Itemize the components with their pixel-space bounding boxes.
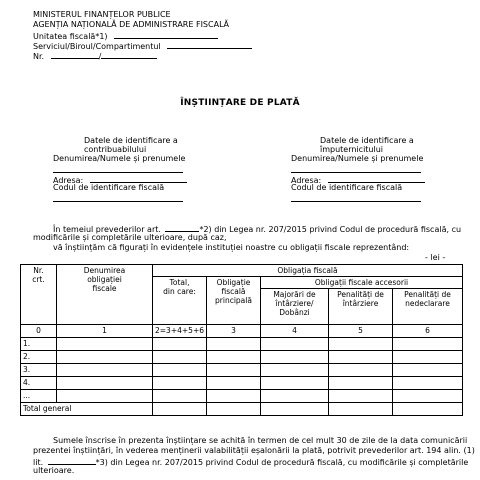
table-cell[interactable] bbox=[261, 403, 329, 416]
number-field[interactable] bbox=[51, 50, 99, 59]
row-number: ... bbox=[21, 390, 57, 403]
table-cell[interactable] bbox=[207, 390, 261, 403]
table-cell[interactable] bbox=[393, 403, 463, 416]
table-cell[interactable] bbox=[153, 364, 207, 377]
total-label: Total general bbox=[21, 403, 153, 416]
document-title: ÎNȘTIINȚARE DE PLATĂ bbox=[180, 98, 300, 108]
table-cell[interactable] bbox=[207, 351, 261, 364]
currency-note: - lei - bbox=[425, 253, 446, 262]
total-row bbox=[21, 403, 463, 416]
agency-name: AGENȚIA NAȚIONALĂ DE ADMINISTRARE FISCALĂ bbox=[33, 20, 229, 29]
table-cell[interactable] bbox=[207, 377, 261, 390]
proxy-name-field[interactable] bbox=[291, 164, 421, 173]
table-cell[interactable] bbox=[329, 403, 393, 416]
table-cell[interactable] bbox=[393, 364, 463, 377]
table-cell[interactable] bbox=[261, 390, 329, 403]
table-cell[interactable] bbox=[57, 351, 153, 364]
index-row bbox=[21, 325, 463, 338]
taxpayer-heading-2: contribuabilului bbox=[84, 145, 147, 154]
footer-line-2: prezentei înștiințări, în vederea menținerii valabilității eșalonării la plată, potrivit prevederilor art. 194 alin. (1) bbox=[33, 446, 475, 455]
header-total: Total, din care: bbox=[153, 277, 207, 325]
proxy-cif-label: Codul de identificare fiscală bbox=[291, 183, 403, 192]
table-cell[interactable] bbox=[329, 351, 393, 364]
table-cell[interactable] bbox=[393, 338, 463, 351]
taxpayer-address-field[interactable] bbox=[90, 174, 187, 183]
service-label: Serviciul/Biroul/Compartimentul bbox=[33, 42, 161, 51]
taxpayer-address-label: Adresa: bbox=[53, 176, 84, 185]
table-cell[interactable] bbox=[393, 377, 463, 390]
proxy-name-label: Denumirea/Numele și prenumele bbox=[291, 154, 424, 163]
table-row bbox=[21, 377, 463, 390]
table-cell[interactable] bbox=[207, 364, 261, 377]
footer-line-1: Sumele înscrise în prezenta înștiințare se achită în termen de cel mult 30 de zile de la data comunicării bbox=[53, 436, 468, 445]
footer-line-3-end: *3) din Legea nr. 207/2015 privind Codul de procedură fiscală, cu modificările și completările bbox=[95, 458, 469, 467]
intro-line-3: vă înștiințăm că figurați în evidențele instituției noastre cu obligații fiscale reprezentând: bbox=[53, 243, 410, 252]
table-cell[interactable] bbox=[207, 338, 261, 351]
intro-line-1-end: *2) din Legea nr. 207/2015 privind Codul de procedură fiscală, cu bbox=[199, 225, 462, 234]
table-cell[interactable] bbox=[329, 377, 393, 390]
proxy-address-field[interactable] bbox=[328, 174, 425, 183]
ministry-name: MINISTERUL FINANȚELOR PUBLICE bbox=[33, 10, 171, 19]
table-cell[interactable] bbox=[57, 377, 153, 390]
index-cell: 4 bbox=[261, 325, 329, 338]
proxy-heading-2: împuternicitului bbox=[320, 145, 384, 154]
header-penalties-late: Penalități de întârziere bbox=[329, 289, 393, 325]
taxpayer-name-field[interactable] bbox=[53, 164, 183, 173]
service-field[interactable] bbox=[167, 40, 252, 49]
table-cell[interactable] bbox=[57, 364, 153, 377]
number-separator: / bbox=[98, 52, 102, 61]
number-row bbox=[33, 50, 157, 62]
table-cell[interactable] bbox=[261, 377, 329, 390]
proxy-cif-field[interactable] bbox=[291, 193, 421, 202]
index-cell: 0 bbox=[21, 325, 57, 338]
header-increases: Majorări de întârziere/ Dobânzi bbox=[261, 289, 329, 325]
table-cell[interactable] bbox=[153, 338, 207, 351]
intro-line-1-start: În temeiul prevederilor art. bbox=[53, 225, 161, 234]
header-accessory: Obligații fiscale accesorii bbox=[261, 277, 463, 289]
row-number: 2. bbox=[21, 351, 57, 364]
fiscal-unit-label: Unitatea fiscală*1) bbox=[33, 32, 108, 41]
article-number-field[interactable] bbox=[165, 223, 199, 232]
proxy-heading-1: Datele de identificare a bbox=[320, 136, 414, 145]
taxpayer-cif-label: Codul de identificare fiscală bbox=[53, 183, 165, 192]
table-cell[interactable] bbox=[329, 390, 393, 403]
row-number: 4. bbox=[21, 377, 57, 390]
fiscal-unit-field[interactable] bbox=[114, 30, 218, 39]
taxpayer-heading-1: Datele de identificare a bbox=[84, 136, 178, 145]
header-obligation-name: Denumirea obligației fiscale bbox=[57, 265, 153, 325]
index-cell: 3 bbox=[207, 325, 261, 338]
proxy-address-label: Adresa: bbox=[291, 176, 322, 185]
index-cell: 6 bbox=[393, 325, 463, 338]
footer-line-3-start: lit. bbox=[33, 458, 44, 467]
table-cell[interactable] bbox=[329, 364, 393, 377]
table-row bbox=[21, 351, 463, 364]
table-cell[interactable] bbox=[261, 364, 329, 377]
table-row bbox=[21, 338, 463, 351]
header-nr-crt: Nr. crt. bbox=[21, 265, 57, 325]
table-cell[interactable] bbox=[261, 351, 329, 364]
letter-field[interactable] bbox=[48, 456, 96, 465]
table-row bbox=[21, 364, 463, 377]
table-cell[interactable] bbox=[57, 338, 153, 351]
header-penalties-nondeclare: Penalități de nedeclarare bbox=[393, 289, 463, 325]
intro-line-2: modificările și completările ulterioare, după caz, bbox=[33, 233, 227, 242]
table-cell[interactable] bbox=[393, 390, 463, 403]
table-row bbox=[21, 390, 463, 403]
row-number: 3. bbox=[21, 364, 57, 377]
index-cell: 5 bbox=[329, 325, 393, 338]
table-cell[interactable] bbox=[57, 390, 153, 403]
row-number: 1. bbox=[21, 338, 57, 351]
index-cell: 1 bbox=[57, 325, 153, 338]
header-fiscal-obligation: Obligația fiscală bbox=[153, 265, 463, 277]
header-principal: Obligație fiscală principală bbox=[207, 277, 261, 325]
taxpayer-cif-field[interactable] bbox=[53, 193, 183, 202]
obligations-table bbox=[20, 264, 463, 416]
table-cell[interactable] bbox=[153, 377, 207, 390]
number-label: Nr. bbox=[33, 52, 45, 61]
date-field[interactable] bbox=[98, 50, 157, 61]
footer-line-4: ulterioare. bbox=[33, 466, 75, 475]
table-cell[interactable] bbox=[153, 390, 207, 403]
table-cell[interactable] bbox=[207, 403, 261, 416]
table-cell[interactable] bbox=[153, 403, 207, 416]
index-cell: 2=3+4+5+6 bbox=[153, 325, 207, 338]
table-cell[interactable] bbox=[329, 338, 393, 351]
table-cell[interactable] bbox=[393, 351, 463, 364]
taxpayer-name-label: Denumirea/Numele și prenumele bbox=[53, 154, 186, 163]
table-cell[interactable] bbox=[153, 351, 207, 364]
footer-line-3 bbox=[33, 456, 468, 468]
table-cell[interactable] bbox=[261, 338, 329, 351]
